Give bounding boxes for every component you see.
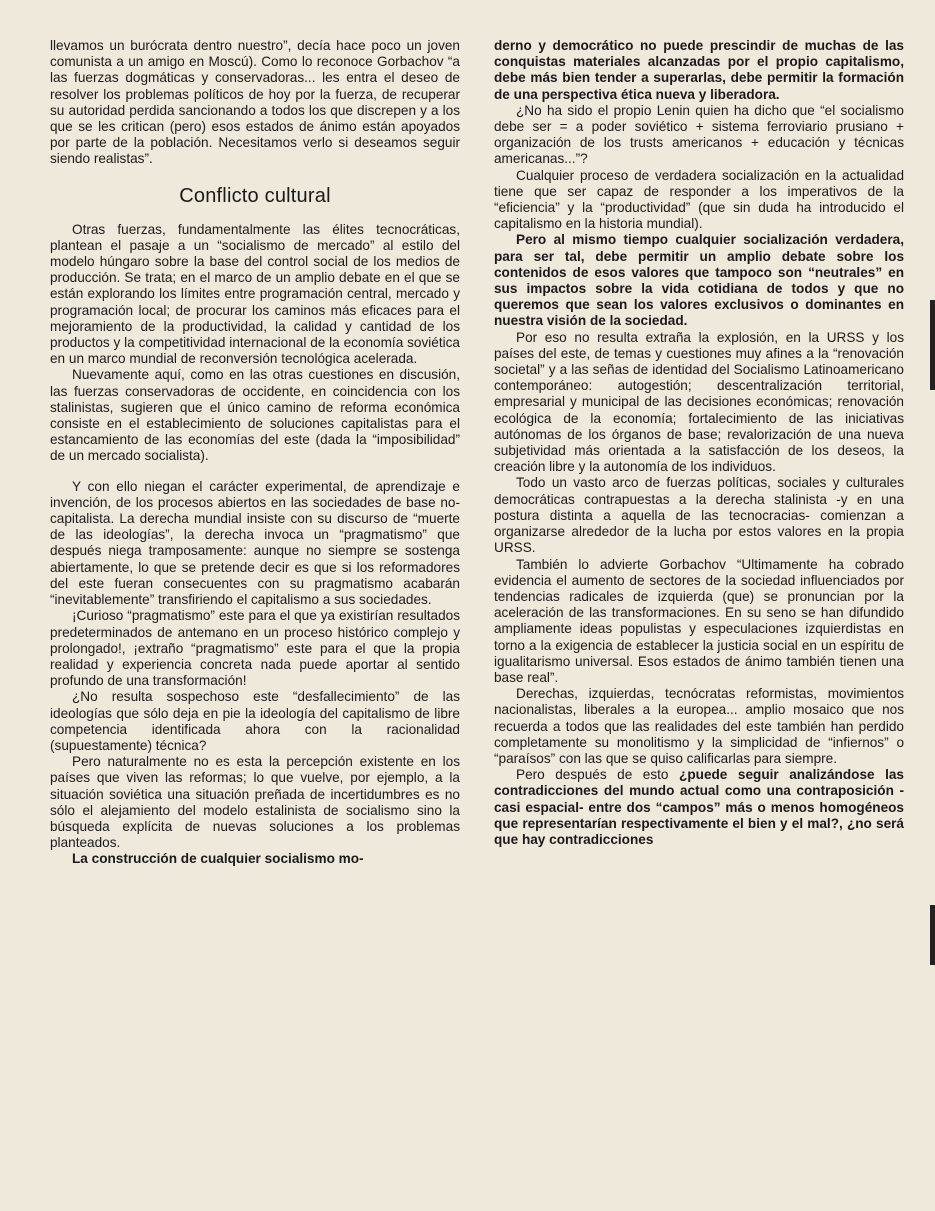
section-heading: Conflicto cultural <box>179 184 331 207</box>
paragraph: Otras fuerzas, fundamentalmente las élites tecnocráticas, plantean el pasaje a un “socialismo de mercado” al estilo del modelo húngaro sobre la base del control social de los medios de producción. Se trata; en el marco de un amplio debate en el que se están explorando los límites entre programación central, mercado y programación local; de procurar los caminos más eficaces para el mejoramiento de la productividad, la calidad y cantidad de los productos y la competitividad internacional de la economía soviética en un marco mundial de reconversión tecnológica acelerada. <box>50 221 460 367</box>
paragraph: También lo advierte Gorbachov “Ultimamente ha cobrado evidencia el aumento de sectores de la sociedad influenciados por tendencias radicales de izquierda (que) se pronuncian por la aceleración de las transformaciones. En su seno se han difundido ampliamente ideas populistas y especulaciones izquierdistas en torno a la exigencia de establecer la justicia social en un espíritu de igualitarismo universal. Esos estados de ánimo también tienen una base real”. <box>494 556 904 685</box>
paragraph: Y con ello niegan el carácter experimental, de aprendizaje e invención, de los procesos abiertos en las sociedades de base no-capitalista. La derecha mundial insiste con su discurso de “muerte de las ideologías”, la derecha invoca un “pragmatismo” que después niega tramposamente: aunque no siempre se sostenga abiertamente, lo que se pretende decir es que si los reformadores del este fueran consecuentes con su pragmatismo acabarán “inevitablemente” transfiriendo el capitalismo a sus sociedades. <box>50 478 460 608</box>
paragraph: Nuevamente aquí, como en las otras cuestiones en discusión, las fuerzas conservadoras de occidente, en coincidencia con los stalinistas, sugieren que el único camino de reforma económica consiste en el establecimiento de soluciones capitalistas para el estancamiento de las economías del este (dada la “imposibilidad” de un mercado socialista). <box>50 367 460 464</box>
page-edge-mark <box>930 300 935 390</box>
paragraph-lead: Pero después de esto <box>516 767 680 783</box>
paragraph: Derechas, izquierdas, tecnócratas reformistas, movimientos nacionalistas, liberales a la europea... amplio mosaico que nos recuerda a todos que las realidades del este también han perdido completamente su monolitismo y la simplicidad de “infiernos” o “paraísos” con las que se quiso calificarlas para siempre. <box>494 686 904 766</box>
paragraph: ¿No ha sido el propio Lenin quien ha dicho que “el socialismo debe ser = a poder soviético + sistema ferroviario prusiano + organización de los trusts americanos + educación y técnicas americanas...”? <box>494 102 904 167</box>
paragraph-bold-question: ¿puede seguir analizándose las contradicciones del mundo actual como una contraposición -casi espacial- entre dos “campos” más o menos homogéneos que representarían respectivamente el bien y el mal?, ¿no será que hay contradicciones <box>494 767 904 847</box>
paragraph: La construcción de cualquier socialismo mo- <box>72 851 364 867</box>
page-edge-mark <box>930 905 935 965</box>
paragraph: Pero al mismo tiempo cualquier socialización verdadera, para ser tal, debe permitir un amplio debate sobre los contenidos de esos valores que tampoco son “neutrales” en sus impactos sobre la vida cotidiana de todos y que no queremos que sean los valores exclusivos o dominantes en nuestra visión de la sociedad. <box>494 232 904 329</box>
paragraph: llevamos un burócrata dentro nuestro”, decía hace poco un joven comunista a un amigo en Moscú). Como lo reconoce Gorbachov “a las fuerzas dogmáticas y conservadoras... les entra el deseo de resolver los problemas políticos de hoy por la fuerza, de recuperar su autoridad perdida sancionando a todos los que discrepen y a los que se les critican (pero) esos estados de ánimo están apoyados por parte de la población. Necesitamos verlo si deseamos seguir siendo realistas”. <box>50 38 460 167</box>
paragraph: Por eso no resulta extraña la explosión, en la URSS y los países del este, de temas y cuestiones muy afines a la “renovación societal” y a las señas de identidad del Socialismo Latinoamericano contemporáneo: autogestión; descentralización territorial, empresarial y municipal de las decisiones económicas; renovación ecológica de la economía; fortalecimiento de las iniciativas autónomas de los órganos de base; revalorización de una nueva subjetividad más orientada a la satisfacción de los deseos, la creación libre y la autonomía de los individuos. <box>494 329 904 475</box>
paragraph: Pero naturalmente no es esta la percepción existente en los países que viven las reformas; lo que vuelve, por ejemplo, a la situación soviética una situación preñada de incertidumbres es no sólo el alejamiento del modelo estalinista de socialismo sino la búsqueda explícita de nuevas soluciones a los problemas planteados. <box>50 754 460 851</box>
paragraph <box>494 767 904 848</box>
left-column <box>50 38 460 1211</box>
paragraph: Todo un vasto arco de fuerzas políticas, sociales y culturales democráticas contrapuestas a la derecha stalinista -y en una postura distinta a aquella de las tecnocracias- comienzan a organizarse alrededor de la lucha por estos valores en la propia URSS. <box>494 475 904 556</box>
paragraph: ¿No resulta sospechoso este “desfallecimiento” de las ideologías que sólo deja en pie la ideología del capitalismo de libre competencia identificada ahora con la racionalidad (supuestamente) técnica? <box>50 689 460 753</box>
paragraph: ¡Curioso “pragmatismo” este para el que ya existirían resultados predeterminados de antemano en un proceso histórico complejo y prolongado!, ¡extraño “pragmatismo” este para el que la propia realidad y experiencia concreta nada puede aportar al sentido profundo de una transformación! <box>50 608 460 689</box>
paragraph: Cualquier proceso de verdadera socialización en la actualidad tiene que ser capaz de responder a los imperativos de la “eficiencia” y la “productividad” (que sin duda ha introducido el capitalismo en la historia mundial). <box>494 167 904 232</box>
right-column <box>494 38 904 1211</box>
paragraph: derno y democrático no puede prescindir de muchas de las conquistas materiales alcanzadas por el propio capitalismo, debe más bien tender a superarlas, debe permitir la formación de una perspectiva ética nueva y liberadora. <box>494 38 904 102</box>
